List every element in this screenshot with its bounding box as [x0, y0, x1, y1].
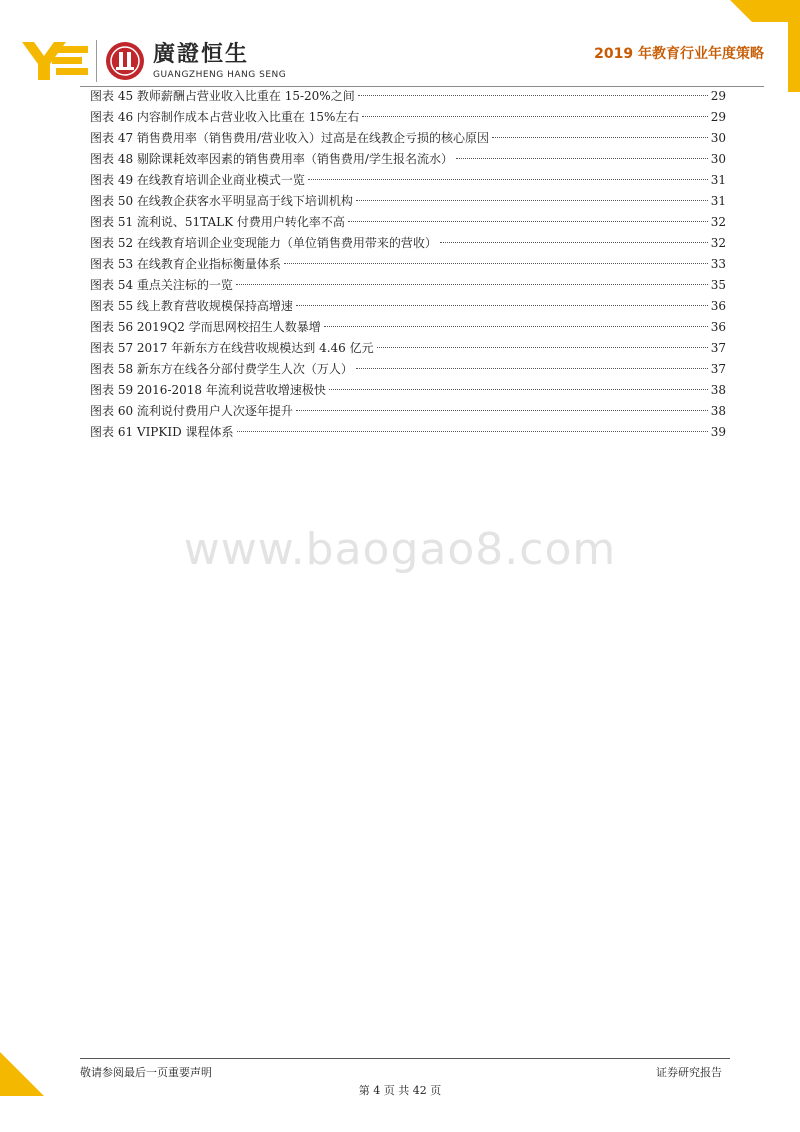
toc-entry-label: 图表 57 2017 年新东方在线营收规模达到 4.46 亿元 [90, 341, 374, 355]
report-title: 2019 年教育行业年度策略 [594, 46, 764, 62]
disclaimer-note: 敬请参阅最后一页重要声明 [80, 1066, 212, 1079]
toc-entry-page: 31 [710, 173, 726, 187]
ye-logo-icon [22, 42, 90, 80]
toc-leader-dots [356, 368, 708, 369]
toc-entry-page: 38 [710, 383, 726, 397]
logo-english-name: GUANGZHENG HANG SENG [153, 70, 287, 80]
toc-entry[interactable] [90, 401, 726, 422]
toc-entry[interactable] [90, 296, 726, 317]
logo-chinese-name: 廣證恒生 [153, 42, 250, 67]
watermark: www.baogao8.com [183, 524, 617, 575]
page-number: 第 4 页 共 42 页 [358, 1084, 442, 1097]
toc-entry-page: 32 [710, 215, 726, 229]
toc-entry-page: 30 [710, 152, 726, 166]
toc-entry-label: 图表 55 线上教育营收规模保持高增速 [90, 299, 293, 313]
toc-leader-dots [492, 137, 708, 138]
toc-leader-dots [236, 284, 708, 285]
corner-decoration-top-right [730, 0, 800, 22]
toc-entry-page: 37 [710, 362, 726, 376]
toc-entry-label: 图表 58 新东方在线各分部付费学生人次（万人） [90, 362, 353, 376]
toc-leader-dots [377, 347, 708, 348]
toc-entry[interactable] [90, 275, 726, 296]
toc-entry[interactable] [90, 149, 726, 170]
toc-entry[interactable] [90, 380, 726, 401]
toc-leader-dots [329, 389, 708, 390]
toc-entry-label: 图表 59 2016-2018 年流利说营收增速极快 [90, 383, 326, 397]
toc-entry-label: 图表 48 剔除课耗效率因素的销售费用率（销售费用/学生报名流水） [90, 152, 453, 166]
toc-entry[interactable] [90, 191, 726, 212]
side-stripe [788, 22, 800, 92]
toc-entry[interactable] [90, 359, 726, 380]
toc-entry-label: 图表 51 流利说、51TALK 付费用户转化率不高 [90, 215, 345, 229]
toc-entry-page: 29 [710, 89, 726, 103]
toc-entry-label: 图表 60 流利说付费用户人次逐年提升 [90, 404, 293, 418]
toc-entry[interactable] [90, 422, 726, 443]
toc-entry-label: 图表 47 销售费用率（销售费用/营业收入）过高是在线教企亏损的核心原因 [90, 131, 489, 145]
toc-entry-page: 39 [710, 425, 726, 439]
toc-leader-dots [356, 200, 708, 201]
logo-divider [96, 40, 97, 82]
toc-entry-page: 36 [710, 320, 726, 334]
toc-entry-page: 35 [710, 278, 726, 292]
toc-leader-dots [358, 95, 708, 96]
toc-leader-dots [296, 305, 708, 306]
toc-leader-dots [284, 263, 708, 264]
toc-leader-dots [348, 221, 708, 222]
toc-leader-dots [456, 158, 708, 159]
toc-entry-label: 图表 50 在线教企获客水平明显高于线下培训机构 [90, 194, 353, 208]
toc-leader-dots [296, 410, 708, 411]
toc-entry[interactable] [90, 86, 726, 107]
toc-entry-label: 图表 52 在线教育培训企业变现能力（单位销售费用带来的营收） [90, 236, 437, 250]
toc-entry[interactable] [90, 338, 726, 359]
toc-leader-dots [324, 326, 708, 327]
toc-entry-label: 图表 54 重点关注标的一览 [90, 278, 233, 292]
toc-entry-page: 31 [710, 194, 726, 208]
toc-entry[interactable] [90, 107, 726, 128]
toc-entry-page: 32 [710, 236, 726, 250]
report-type: 证券研究报告 [656, 1066, 722, 1079]
toc-entry[interactable] [90, 254, 726, 275]
toc-entry[interactable] [90, 128, 726, 149]
toc-entry-page: 33 [710, 257, 726, 271]
toc-entry[interactable] [90, 233, 726, 254]
toc-entry[interactable] [90, 317, 726, 338]
toc-leader-dots [440, 242, 708, 243]
toc-entry[interactable] [90, 212, 726, 233]
figure-list [90, 86, 726, 443]
toc-entry-label: 图表 56 2019Q2 学而思网校招生人数暴增 [90, 320, 321, 334]
toc-entry-label: 图表 46 内容制作成本占营业收入比重在 15%左右 [90, 110, 360, 124]
toc-entry[interactable] [90, 170, 726, 191]
toc-leader-dots [362, 116, 707, 117]
footer-divider [80, 1058, 730, 1059]
toc-entry-label: 图表 49 在线教育培训企业商业模式一览 [90, 173, 305, 187]
toc-entry-label: 图表 45 教师薪酬占营业收入比重在 15-20%之间 [90, 89, 355, 103]
toc-entry-label: 图表 53 在线教育企业指标衡量体系 [90, 257, 281, 271]
toc-entry-page: 29 [710, 110, 726, 124]
toc-entry-page: 38 [710, 404, 726, 418]
toc-entry-page: 36 [710, 299, 726, 313]
toc-entry-page: 30 [710, 131, 726, 145]
toc-entry-label: 图表 61 VIPKID 课程体系 [90, 425, 234, 439]
seal-logo-icon [105, 41, 145, 81]
toc-leader-dots [237, 431, 708, 432]
toc-entry-page: 37 [710, 341, 726, 355]
company-logo [22, 36, 286, 86]
toc-leader-dots [308, 179, 708, 180]
